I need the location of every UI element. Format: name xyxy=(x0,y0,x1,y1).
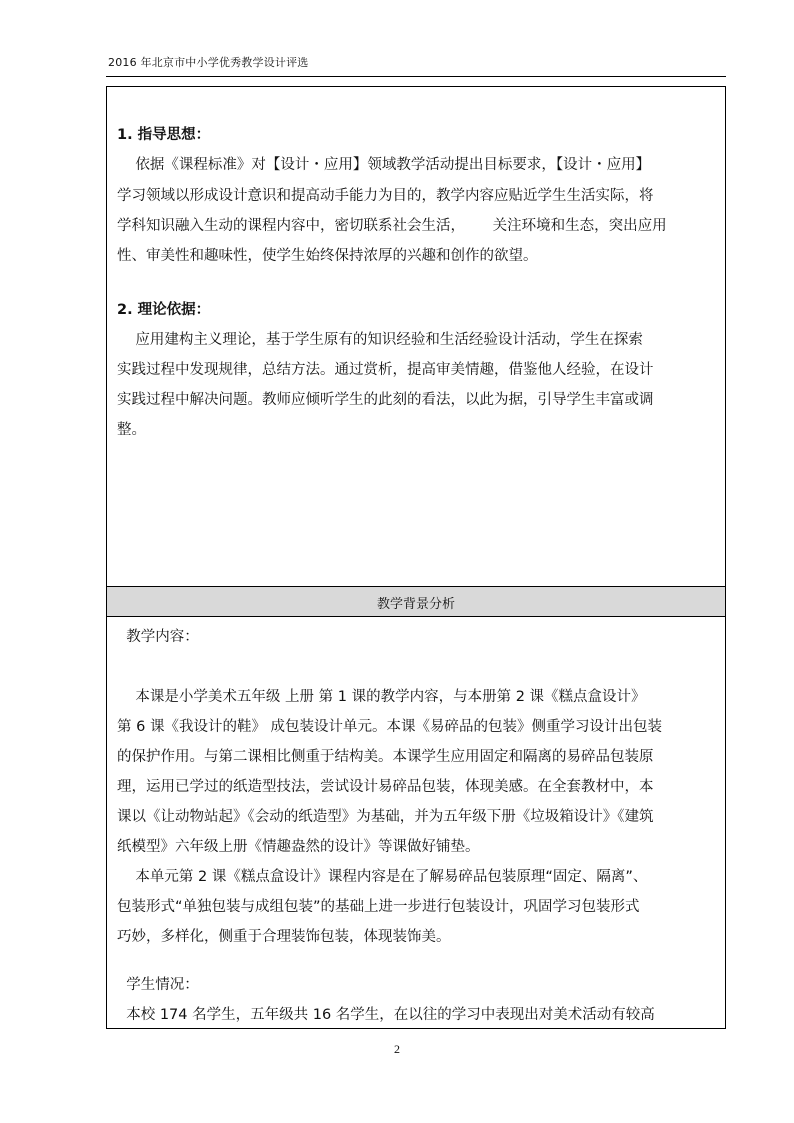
theory-basis-line: 整。 xyxy=(117,422,146,438)
theory-basis-line: 应用建构主义理论，基于学生原有的知识经验和生活经验设计活动，学生在探索 xyxy=(117,332,643,348)
guiding-thought-line: 依据《课程标准》对【设计・应用】领域教学活动提出目标要求，【设计・应用】 xyxy=(117,157,651,173)
guiding-thought-line: 学习领域以形成设计意识和提高动手能力为目的，教学内容应贴近学生生活实际，将 xyxy=(117,188,654,204)
teaching-content-line: 本单元第 2 课《糕点盒设计》课程内容是在了解易碎品包装原理“固定、隔离”、 xyxy=(117,869,648,885)
guiding-thought-line: 性、审美性和趣味性，使学生始终保持浓厚的兴趣和创作的欲望。 xyxy=(117,248,538,264)
theory-basis-heading: 2. 理论依据： xyxy=(117,302,211,318)
teaching-content-line: 包装形式“单独包装与成组包装”的基础上进一步进行包装设计，巩固学习包装形式 xyxy=(117,899,640,915)
teaching-content-line: 课以《让动物站起》《会动的纸造型》为基础，并为五年级下册《垃圾箱设计》《建筑 xyxy=(117,809,654,825)
theory-basis-line: 实践过程中解决问题。教师应倾听学生的此刻的看法，以此为据，引导学生丰富或调 xyxy=(117,392,654,408)
student-situation-line: 本校 174 名学生，五年级共 16 名学生，在以往的学习中表现出对美术活动有较高 xyxy=(117,1007,655,1023)
teaching-content-line: 纸模型》六年级上册《情趣盎然的设计》等课做好铺垫。 xyxy=(117,839,480,855)
document-header: 2016 年北京市中小学优秀教学设计评选 xyxy=(108,56,309,69)
guiding-theory-cell xyxy=(107,87,725,587)
teaching-background-cell xyxy=(107,618,725,1028)
teaching-content-line: 第 6 课《我设计的鞋》 成包装设计单元。本课《易碎品的包装》侧重学习设计出包装 xyxy=(117,719,663,735)
section-title: 教学背景分析 xyxy=(376,597,455,612)
teaching-content-line: 理，运用已学过的纸造型技法，尝试设计易碎品包装，体现美感。在全套教材中，本 xyxy=(117,779,654,795)
guiding-thought-line: 学科知识融入生动的课程内容中，密切联系社会生活， 关注环境和生态，突出应用 xyxy=(117,218,667,234)
section-title-row xyxy=(107,587,725,617)
header-divider xyxy=(106,76,726,77)
page-number: 2 xyxy=(394,1042,400,1056)
teaching-content-line: 的保护作用。与第二课相比侧重于结构美。本课学生应用固定和隔离的易碎品包装原 xyxy=(117,749,654,765)
student-situation-label: 学生情况： xyxy=(117,977,199,993)
teaching-content-label: 教学内容： xyxy=(117,629,199,645)
teaching-content-line: 巧妙，多样化，侧重于合理装饰包装，体现装饰美。 xyxy=(117,929,451,945)
theory-basis-line: 实践过程中发现规律，总结方法。通过赏析，提高审美情趣，借鉴他人经验，在设计 xyxy=(117,362,654,378)
teaching-content-line: 本课是小学美术五年级 上册 第 1 课的教学内容，与本册第 2 课《糕点盒设计》 xyxy=(117,689,646,705)
lesson-design-table xyxy=(106,86,726,1029)
guiding-thought-heading: 1. 指导思想： xyxy=(117,127,211,143)
